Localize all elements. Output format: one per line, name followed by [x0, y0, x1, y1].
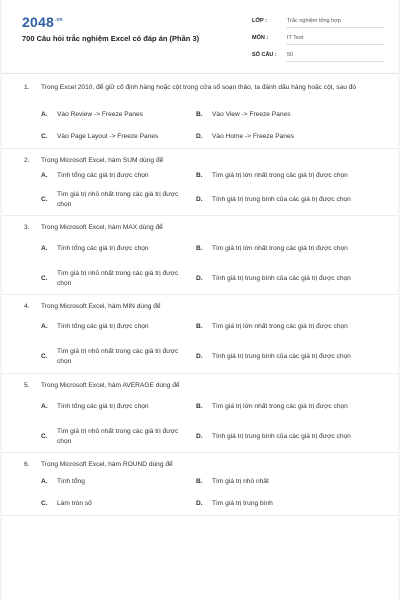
question-stem: Trong Microsoft Excel, hàm ROUND dùng để [41, 461, 173, 468]
option-text: Tìm giá trị lớn nhất trong các giá trị được chọn [212, 245, 348, 252]
option-text: Làm tròn số [57, 500, 92, 507]
option-letter: C. [41, 275, 48, 282]
logo-suffix: .vn [54, 17, 63, 24]
meta-value: Trắc nghiệm tổng hợp [286, 15, 384, 28]
answer-option[interactable] [196, 167, 368, 185]
option-letter: D. [196, 133, 203, 140]
answer-option[interactable] [24, 493, 196, 515]
option-text: Tìm giá trị trung bình [212, 500, 273, 507]
answer-option[interactable] [196, 341, 368, 373]
question-text [24, 222, 384, 234]
option-letter: A. [41, 245, 48, 252]
option-letter: B. [196, 172, 203, 179]
answer-option[interactable] [196, 471, 368, 493]
answer-option[interactable] [24, 422, 196, 452]
answer-option[interactable] [196, 104, 368, 126]
question-number: 2. [24, 157, 30, 164]
answer-option[interactable] [24, 341, 196, 373]
option-letter: D. [196, 433, 203, 440]
option-text: Tính tổng các giá trị được chọn [57, 323, 149, 330]
meta-label: SỐ CÂU : [252, 52, 277, 58]
option-letter: B. [196, 111, 203, 118]
option-letter: A. [41, 403, 48, 410]
answer-option[interactable] [24, 126, 196, 148]
answer-option[interactable] [196, 422, 368, 452]
option-letter: D. [196, 275, 203, 282]
option-text: Tìm giá trị nhỏ nhất [212, 478, 269, 485]
answer-option[interactable] [196, 234, 368, 264]
meta-row-class [252, 14, 384, 28]
answer-option[interactable] [24, 185, 196, 215]
option-text: Tính tổng [57, 478, 85, 485]
answer-options [24, 471, 384, 515]
question-text [24, 380, 384, 392]
option-text: Tính tổng các giá trị được chọn [57, 245, 149, 252]
answer-option[interactable] [196, 264, 368, 294]
question-text [24, 82, 384, 104]
question-number: 3. [24, 224, 30, 231]
question-item [2, 216, 398, 295]
question-stem: Trong Excel 2010, để giữ cố định hàng hoặc cột trong cửa sổ soạn thảo, ta đánh dấu hàng hoặc cột, sau đó [41, 84, 357, 91]
logo-text: 2048 [22, 14, 54, 30]
answer-options [24, 313, 384, 373]
exam-title: 700 Câu hỏi trắc nghiệm Excel có đáp án (Phần 3) [22, 34, 200, 43]
option-letter: D. [196, 196, 203, 203]
question-number: 4. [24, 303, 30, 310]
option-text: Tìm giá trị nhỏ nhất trong các giá trị được chọn [57, 428, 179, 445]
question-stem: Trong Microsoft Excel, hàm SUM dùng để [41, 157, 164, 164]
answer-option[interactable] [24, 392, 196, 422]
exam-meta [252, 14, 384, 65]
meta-value: IT Test [286, 32, 384, 45]
answer-options [24, 104, 384, 148]
header-divider [2, 73, 398, 74]
option-letter: A. [41, 323, 48, 330]
answer-option[interactable] [196, 493, 368, 515]
meta-row-count [252, 48, 384, 62]
option-letter: B. [196, 478, 203, 485]
answer-option[interactable] [196, 185, 368, 215]
answer-option[interactable] [196, 126, 368, 148]
option-text: Tìm giá trị nhỏ nhất trong các giá trị được chọn [57, 191, 179, 208]
option-text: Tính giá trị trung bình của các giá trị được chọn [212, 433, 351, 440]
meta-label: LỚP : [252, 18, 267, 24]
question-item [2, 149, 398, 216]
answer-option[interactable] [196, 313, 368, 341]
question-number: 6. [24, 461, 30, 468]
question-item [2, 453, 398, 516]
option-letter: D. [196, 500, 203, 507]
question-item [2, 295, 398, 374]
option-text: Tìm giá trị nhỏ nhất trong các giá trị được chọn [57, 348, 179, 365]
option-text: Tìm giá trị lớn nhất trong các giá trị được chọn [212, 323, 348, 330]
answer-option[interactable] [24, 104, 196, 126]
question-item [2, 374, 398, 453]
answer-option[interactable] [24, 167, 196, 185]
answer-option[interactable] [24, 471, 196, 493]
option-letter: C. [41, 353, 48, 360]
option-letter: C. [41, 133, 48, 140]
option-letter: B. [196, 403, 203, 410]
option-text: Vào Home -> Freeze Panes [212, 133, 294, 140]
meta-value: 50 [286, 49, 384, 62]
question-text [24, 301, 384, 313]
question-item [2, 78, 398, 149]
answer-options [24, 167, 384, 215]
option-text: Tính tổng các giá trị được chọn [57, 403, 149, 410]
answer-options [24, 392, 384, 452]
answer-option[interactable] [196, 392, 368, 422]
option-letter: A. [41, 478, 48, 485]
question-stem: Trong Microsoft Excel, hàm MAX dùng để [41, 224, 163, 231]
question-number: 5. [24, 382, 30, 389]
answer-option[interactable] [24, 313, 196, 341]
question-stem: Trong Microsoft Excel, hàm MIN dùng để [41, 303, 161, 310]
answer-option[interactable] [24, 264, 196, 294]
exam-header [2, 0, 398, 70]
meta-row-subject [252, 31, 384, 45]
question-list [2, 78, 398, 516]
question-number: 1. [24, 84, 30, 91]
option-text: Tính giá trị trung bình của các giá trị được chọn [212, 275, 351, 282]
answer-option[interactable] [24, 234, 196, 264]
option-text: Vào Page Layout -> Freeze Panes [57, 133, 159, 140]
question-text [24, 155, 384, 167]
option-letter: D. [196, 353, 203, 360]
site-logo[interactable] [22, 14, 63, 30]
meta-label: MÔN : [252, 35, 269, 41]
option-text: Tìm giá trị nhỏ nhất trong các giá trị được chọn [57, 270, 179, 287]
option-letter: A. [41, 172, 48, 179]
question-stem: Trong Microsoft Excel, hàm AVERAGE dùng để [41, 382, 180, 389]
option-letter: B. [196, 323, 203, 330]
question-text [24, 459, 384, 471]
exam-page [2, 0, 398, 600]
option-text: Tìm giá trị lớn nhất trong các giá trị được chọn [212, 172, 348, 179]
option-text: Tính giá trị trung bình của các giá trị được chọn [212, 196, 351, 203]
option-text: Tìm giá trị lớn nhất trong các giá trị được chọn [212, 403, 348, 410]
option-letter: B. [196, 245, 203, 252]
answer-options [24, 234, 384, 294]
option-letter: A. [41, 111, 48, 118]
option-text: Vào Review -> Freeze Panes [57, 111, 143, 118]
option-text: Tính tổng các giá trị được chọn [57, 172, 149, 179]
option-text: Vào View -> Freeze Panes [212, 111, 291, 118]
option-letter: C. [41, 433, 48, 440]
option-text: Tính giá trị trung bình của các giá trị được chọn [212, 353, 351, 360]
option-letter: C. [41, 500, 48, 507]
option-letter: C. [41, 196, 48, 203]
